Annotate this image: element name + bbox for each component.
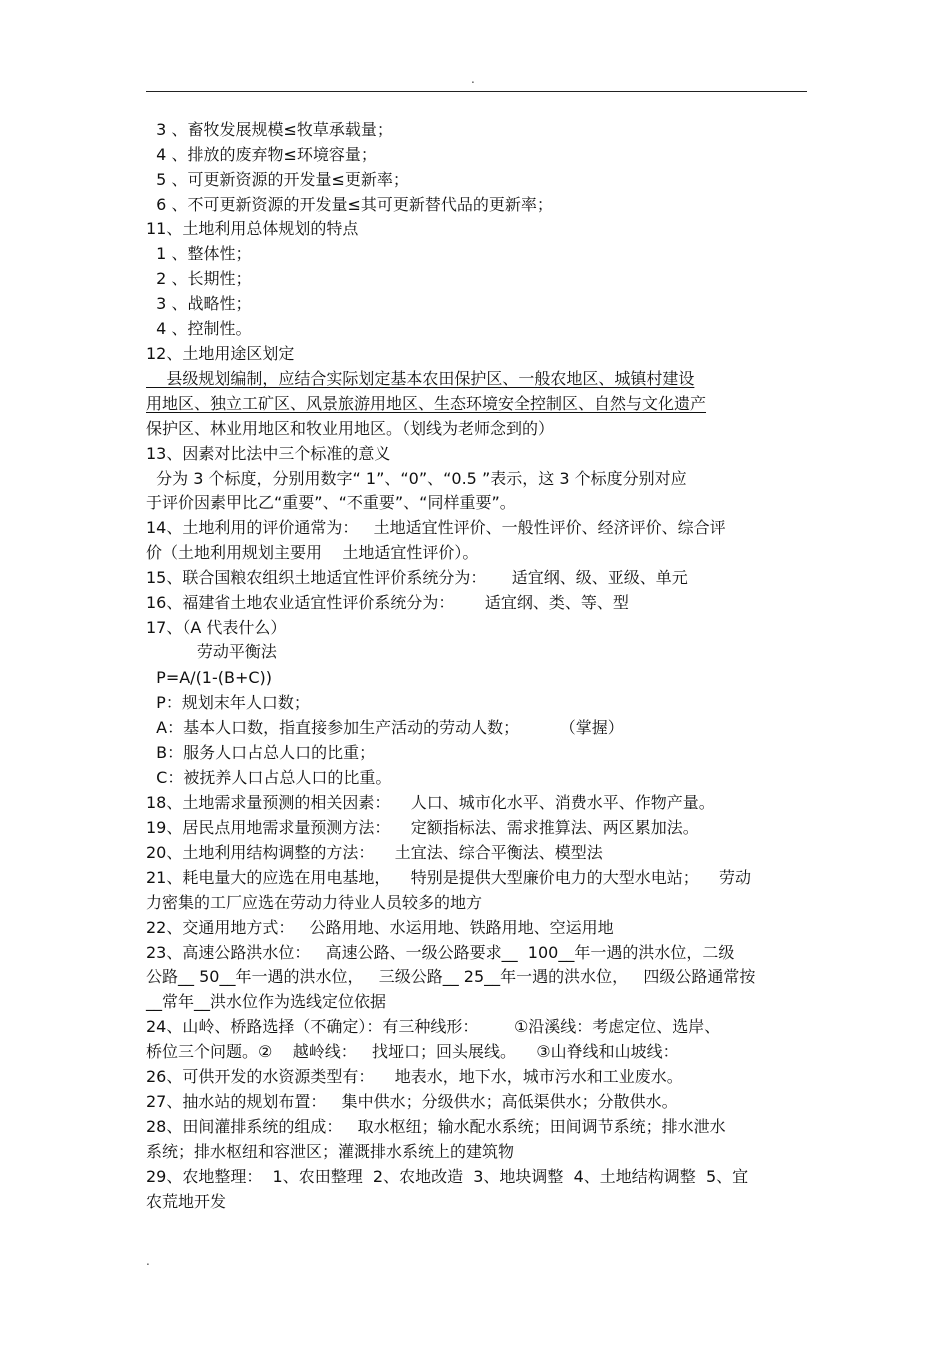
text-line: 于评价因素甲比乙“重要”、“不重要”、“同样重要”。 <box>146 493 516 512</box>
text-line: 3 、畜牧发展规模≤牧草承载量； <box>146 120 393 139</box>
text-line: 劳动平衡法 <box>146 642 277 661</box>
text-line: 17、（A 代表什么） <box>146 618 287 637</box>
text-line: 23、高速公路洪水位： 高速公路、一级公路要求__ 100__年一遇的洪水位，二级 <box>146 943 735 962</box>
text-line: 4 、控制性。 <box>146 319 252 338</box>
text-line: 桥位三个问题。② 越岭线： 找垭口；回头展线。 ③山脊线和山坡线： <box>146 1042 679 1061</box>
text-line: C：被抚养人口占总人口的比重。 <box>146 768 392 787</box>
text-line: 价（土地利用规划主要用 土地适宜性评价）。 <box>146 543 479 562</box>
text-line: 11、土地利用总体规划的特点 <box>146 219 359 238</box>
text-line: 县级规划编制，应结合实际划定基本农田保护区、一般农地区、城镇村建设 <box>146 369 695 388</box>
text-line: 18、土地需求量预测的相关因素： 人口、城市化水平、消费水平、作物产量。 <box>146 793 715 812</box>
text-line: 20、土地利用结构调整的方法： 土宜法、综合平衡法、模型法 <box>146 843 603 862</box>
text-line: 22、交通用地方式： 公路用地、水运用地、铁路用地、空运用地 <box>146 918 614 937</box>
text-line: 19、居民点用地需求量预测方法： 定额指标法、需求推算法、两区累加法。 <box>146 818 699 837</box>
text-line: 分为 3 个标度，分别用数字“ 1”、“0”、“0.5 ”表示，这 3 个标度分别对应 <box>146 469 687 488</box>
text-line: 26、可供开发的水资源类型有： 地表水，地下水，城市污水和工业废水。 <box>146 1067 683 1086</box>
text-line: 农荒地开发 <box>146 1192 227 1211</box>
text-line: 公路__ 50__年一遇的洪水位， 三级公路__ 25__年一遇的洪水位， 四级公路通常按 <box>146 967 756 986</box>
text-line: 3 、战略性； <box>146 294 252 313</box>
text-line: 21、耗电量大的应选在用电基地， 特别是提供大型廉价电力的大型水电站； 劳动 <box>146 868 752 887</box>
text-line: 2 、长期性； <box>146 269 252 288</box>
text-line: 13、因素对比法中三个标准的意义 <box>146 444 391 463</box>
text-line: __常年__洪水位作为选线定位依据 <box>146 992 387 1011</box>
text-line: 27、抽水站的规划布置： 集中供水；分级供水；高低渠供水；分散供水。 <box>146 1092 678 1111</box>
text-line: 保护区、林业用地区和牧业用地区。（划线为老师念到的） <box>146 419 555 438</box>
text-line: A：基本人口数，指直接参加生产活动的劳动人数； （掌握） <box>146 718 624 737</box>
text-line: 6 、不可更新资源的开发量≤其可更新替代品的更新率； <box>146 195 553 214</box>
text-line: 4 、排放的废弃物≤环境容量； <box>146 145 377 164</box>
text-line: 系统；排水枢纽和容泄区；灌溉排水系统上的建筑物 <box>146 1142 515 1161</box>
text-line: 力密集的工厂应选在劳动力待业人员较多的地方 <box>146 893 483 912</box>
text-line: 用地区、独立工矿区、风景旅游用地区、生态环境安全控制区、自然与文化遗产 <box>146 394 707 413</box>
text-line: P：规划末年人口数； <box>146 693 310 712</box>
text-line: B：服务人口占总人口的比重； <box>146 743 376 762</box>
text-line: 12、土地用途区划定 <box>146 344 295 363</box>
text-line: 29、农地整理： 1、农田整理 2、农地改造 3、地块调整 4、土地结构调整 5、宜 <box>146 1167 749 1186</box>
text-line: 24、山岭、桥路选择（不确定）：有三种线形： ①沿溪线：考虑定位、选岸、 <box>146 1017 721 1036</box>
text-line: 1 、整体性； <box>146 244 252 263</box>
text-line: P=A/(1-(B+C)) <box>146 668 273 687</box>
header-mark: . <box>471 72 475 86</box>
header-rule <box>146 91 807 92</box>
text-line: 28、田间灌排系统的组成： 取水枢纽；输水配水系统；田间调节系统；排水泄水 <box>146 1117 726 1136</box>
footer-mark: . <box>146 1254 150 1268</box>
text-line: 5 、可更新资源的开发量≤更新率； <box>146 170 409 189</box>
text-line: 15、联合国粮农组织土地适宜性评价系统分为： 适宜纲、级、亚级、单元 <box>146 568 688 587</box>
text-line: 14、土地利用的评价通常为： 土地适宜性评价、一般性评价、经济评价、综合评 <box>146 518 726 537</box>
text-line: 16、福建省土地农业适宜性评价系统分为： 适宜纲、类、等、型 <box>146 593 629 612</box>
